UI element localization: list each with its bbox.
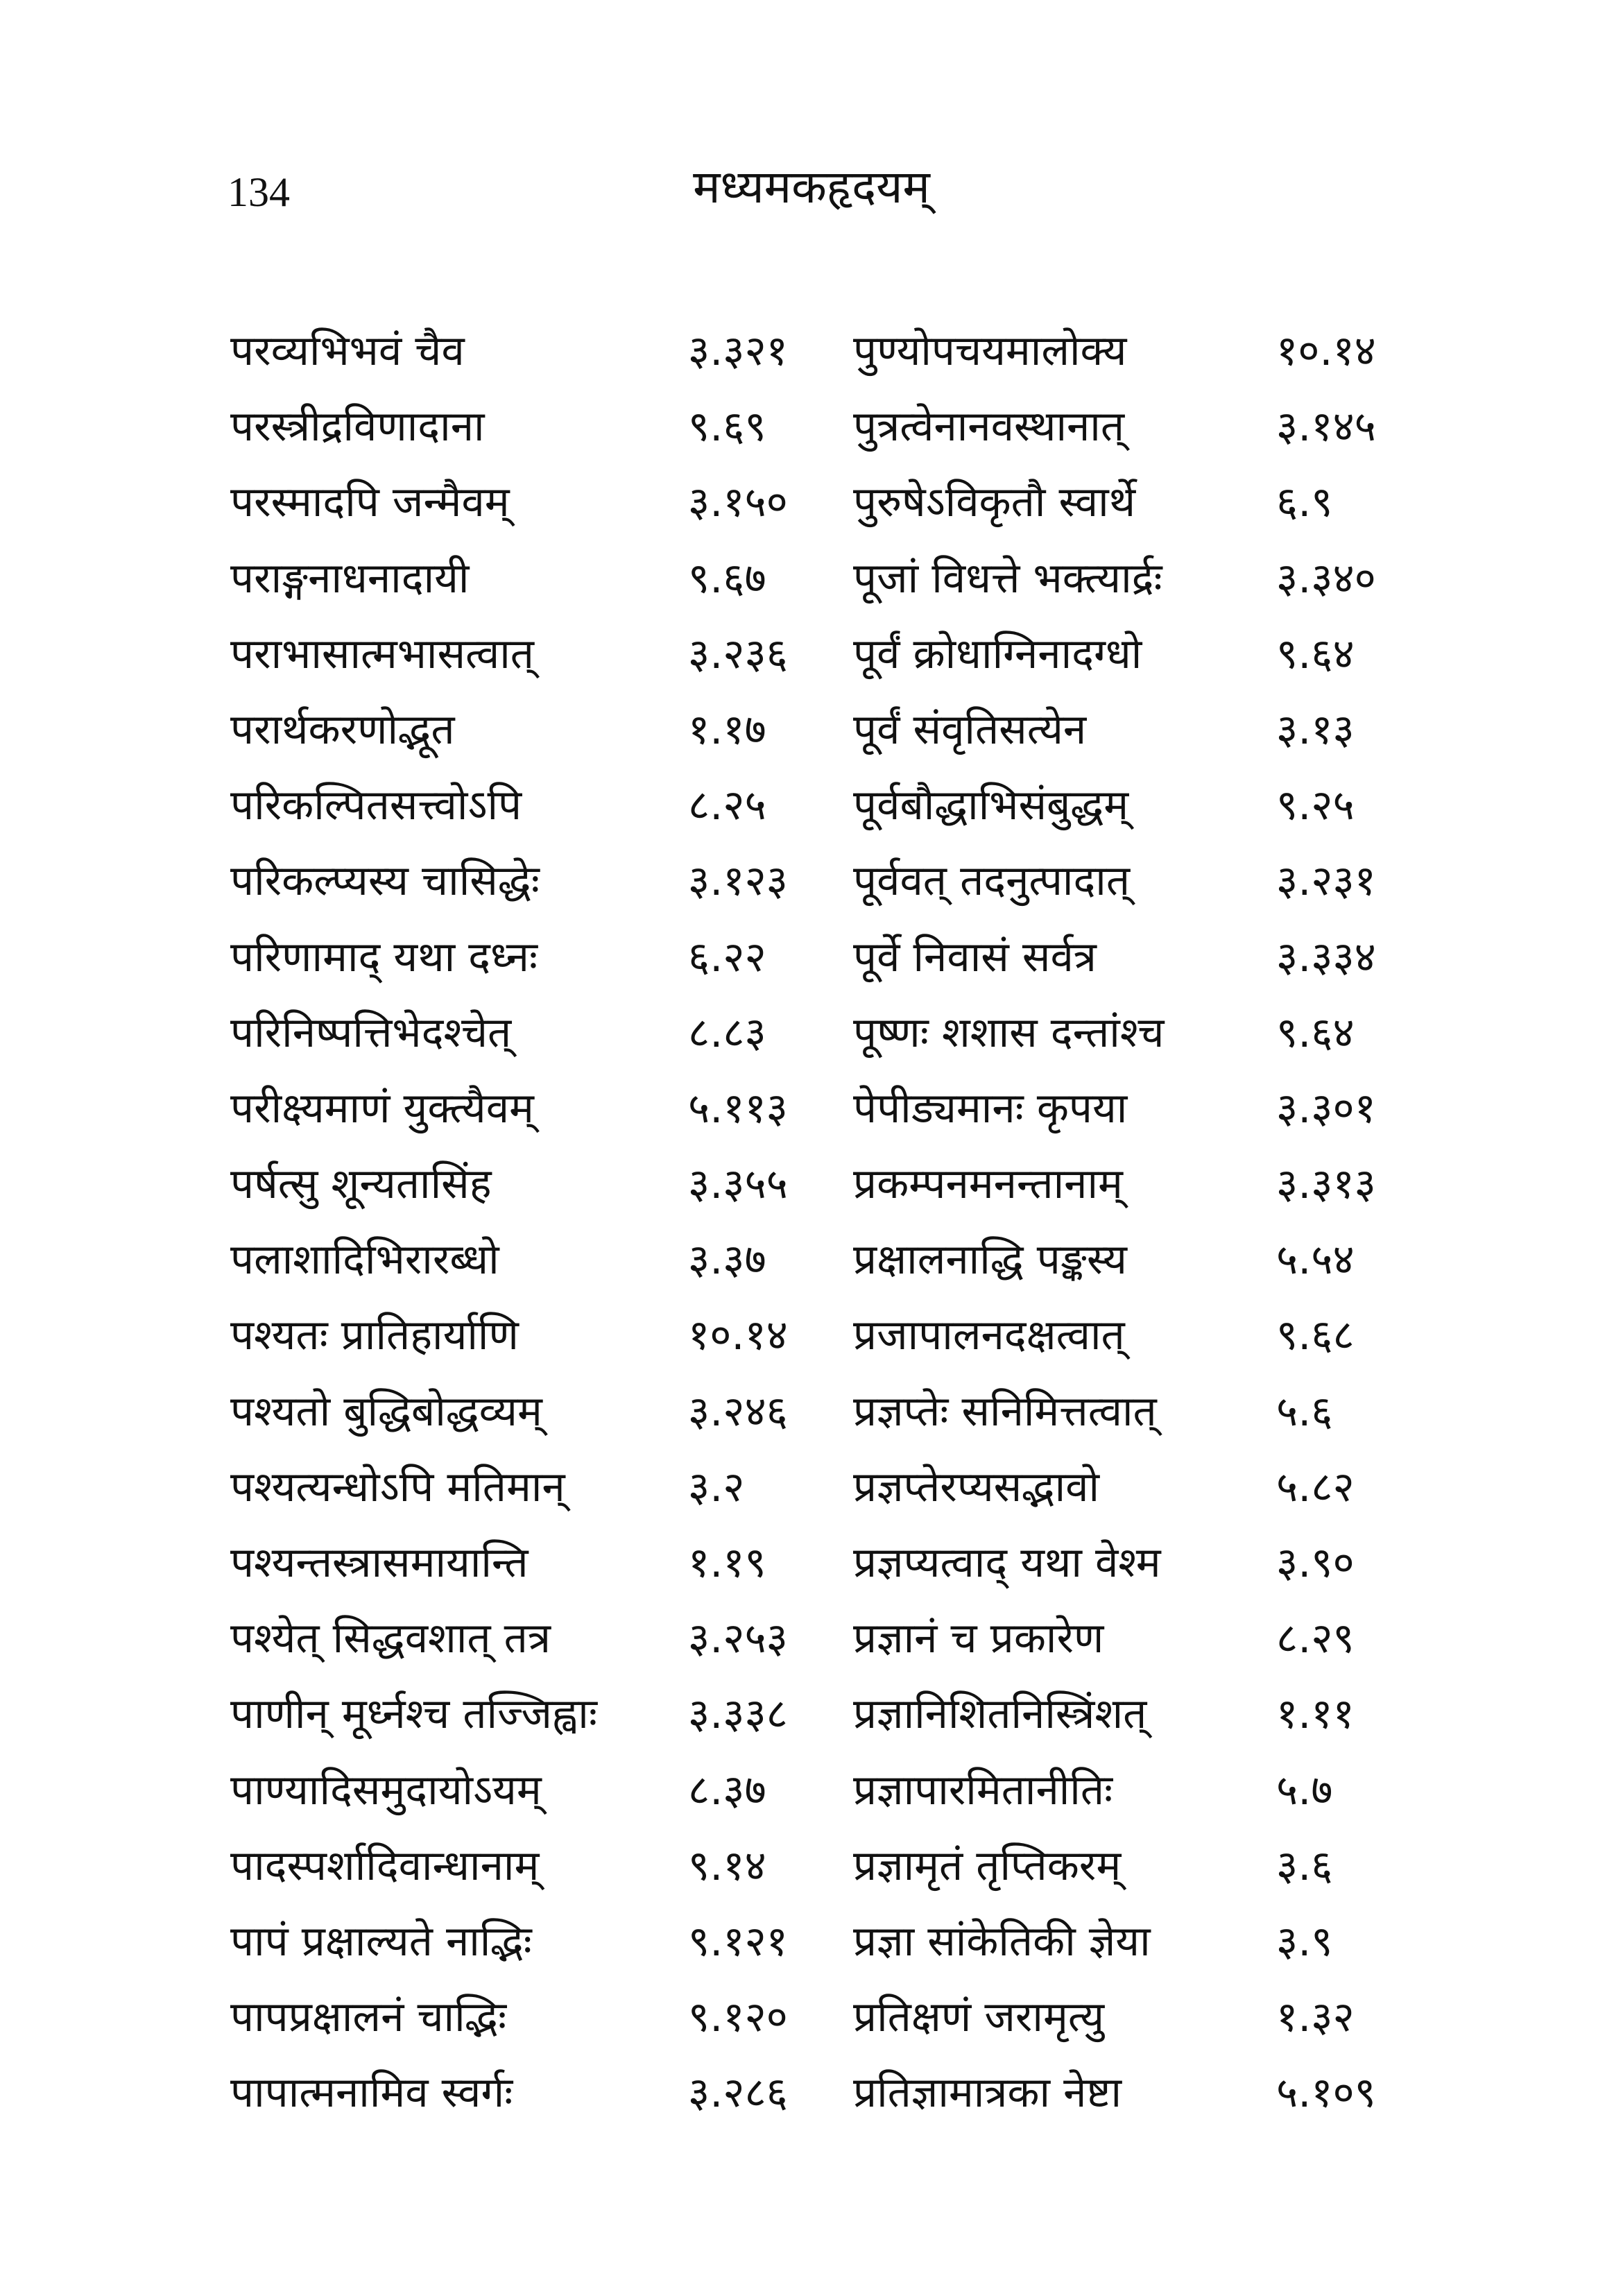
- left-verse-entry: परव्यभिभवं चैव: [230, 327, 465, 375]
- right-verse-entry: पूर्ववत् तदनुत्पादात्: [853, 857, 1131, 906]
- index-row: [230, 920, 1451, 995]
- right-verse-reference: ५.६: [1276, 1387, 1333, 1436]
- right-verse-reference: ५.५४: [1276, 1235, 1355, 1285]
- right-verse-reference: ३.३०१: [1276, 1083, 1376, 1133]
- index-row: [230, 1071, 1451, 1147]
- left-verse-entry: परार्थकरणोद्भूत: [230, 705, 455, 754]
- index-row: [230, 1450, 1451, 1525]
- index-row: [230, 541, 1451, 617]
- left-verse-reference: ९.१२१: [688, 1917, 788, 1966]
- left-verse-reference: ९.१२०: [688, 1993, 788, 2042]
- right-verse-reference: ९.६४: [1276, 1008, 1355, 1057]
- index-row: [230, 995, 1451, 1071]
- index-row: [230, 1222, 1451, 1298]
- right-verse-reference: ३.३३४: [1276, 932, 1376, 982]
- left-verse-entry: परिकल्पितसत्त्वोऽपि: [230, 781, 522, 830]
- right-verse-entry: प्रज्ञापारमितानीतिः: [853, 1765, 1113, 1815]
- right-verse-reference: ३.१४५: [1276, 402, 1376, 452]
- index-row: [230, 617, 1451, 692]
- left-verse-reference: १.१७: [688, 705, 766, 754]
- index-row: [230, 1601, 1451, 1677]
- right-verse-entry: प्रतिक्षणं जरामृत्यु: [853, 1993, 1105, 2042]
- index-row: [230, 1525, 1451, 1601]
- left-verse-entry: पश्येत् सिद्धवशात् तत्र: [230, 1614, 551, 1663]
- index-row: [230, 1904, 1451, 1980]
- index-row: [230, 314, 1451, 389]
- right-verse-entry: पुत्रत्वेनानवस्थानात्: [853, 402, 1125, 452]
- right-verse-reference: ३.१३: [1276, 705, 1355, 754]
- right-verse-entry: प्रज्ञामृतं तृप्तिकरम्: [853, 1841, 1122, 1890]
- left-verse-reference: ३.२५३: [688, 1614, 788, 1663]
- left-verse-entry: परीक्ष्यमाणं युक्त्यैवम्: [230, 1083, 534, 1133]
- right-verse-entry: प्रक्षालनाद्धि पङ्कस्य: [853, 1235, 1127, 1285]
- right-verse-entry: पुरुषेऽविकृतौ स्वार्थे: [853, 478, 1136, 527]
- left-verse-reference: ३.३५५: [688, 1160, 788, 1209]
- left-verse-entry: पश्यतः प्रातिहार्याणि: [230, 1311, 519, 1360]
- right-verse-reference: ५.१०९: [1276, 2068, 1376, 2118]
- index-row: [230, 1753, 1451, 1828]
- left-verse-entry: पादस्पर्शादिवान्धानाम्: [230, 1841, 540, 1890]
- left-verse-entry: पापात्मनामिव स्वर्गः: [230, 2068, 513, 2118]
- index-row: [230, 692, 1451, 768]
- right-verse-reference: ६.९: [1276, 478, 1333, 527]
- left-verse-reference: ३.२८६: [688, 2068, 788, 2118]
- right-verse-reference: ३.९०: [1276, 1539, 1355, 1587]
- right-verse-reference: ९.६४: [1276, 629, 1355, 678]
- right-verse-entry: पेपीड्यमानः कृपया: [853, 1083, 1128, 1133]
- left-verse-reference: ३.१५०: [688, 478, 788, 527]
- index-row: [230, 389, 1451, 465]
- left-verse-reference: १०.१४: [688, 1311, 788, 1360]
- right-verse-entry: प्रजापालनदक्षत्वात्: [853, 1311, 1125, 1360]
- left-verse-entry: पर्षत्सु शून्यतासिंह: [230, 1160, 492, 1209]
- left-verse-reference: ५.११३: [688, 1083, 788, 1133]
- verse-index-table: [230, 314, 1451, 2132]
- left-verse-entry: पलाशादिभिरारब्धो: [230, 1235, 499, 1285]
- right-verse-reference: ३.६: [1276, 1841, 1333, 1890]
- left-verse-entry: पराभासात्मभासत्वात्: [230, 629, 534, 678]
- index-row: [230, 1677, 1451, 1752]
- right-verse-entry: प्रज्ञानिशितनिस्त्रिंशत्: [853, 1690, 1147, 1739]
- left-verse-reference: १.१९: [688, 1539, 766, 1587]
- index-row: [230, 1147, 1451, 1222]
- left-verse-reference: ३.२३६: [688, 629, 788, 678]
- index-row: [230, 768, 1451, 843]
- right-verse-reference: ३.३४०: [1276, 554, 1376, 603]
- left-verse-entry: पापं प्रक्षाल्यते नाद्भिः: [230, 1917, 532, 1966]
- running-title: मध्यमकहृदयम्: [693, 160, 930, 214]
- left-verse-entry: पाणीन् मूर्ध्नश्च तज्जिह्वाः: [230, 1690, 597, 1739]
- right-verse-entry: प्रज्ञप्तेः सनिमित्तत्वात्: [853, 1387, 1157, 1436]
- right-verse-reference: ५.७: [1276, 1765, 1333, 1815]
- page-number: 134: [227, 169, 290, 215]
- right-verse-reference: ५.८२: [1276, 1462, 1355, 1511]
- index-row: [230, 1374, 1451, 1450]
- index-row: [230, 1828, 1451, 1904]
- left-verse-entry: पाण्यादिसमुदायोऽयम्: [230, 1765, 542, 1815]
- right-verse-reference: ९.२५: [1276, 781, 1355, 830]
- left-verse-entry: परिणामाद् यथा दध्नः: [230, 932, 538, 982]
- left-verse-entry: परिकल्प्यस्य चासिद्धेः: [230, 857, 540, 906]
- left-verse-reference: ९.६९: [688, 402, 766, 452]
- right-verse-entry: प्रकम्पनमनन्तानाम्: [853, 1160, 1123, 1209]
- left-verse-reference: ३.२: [688, 1462, 745, 1511]
- left-verse-entry: परस्मादपि जन्मैवम्: [230, 478, 510, 527]
- right-verse-reference: १.११: [1276, 1690, 1355, 1739]
- right-verse-reference: ९.६८: [1276, 1311, 1355, 1360]
- left-verse-reference: ३.३७: [688, 1235, 766, 1285]
- index-row: [230, 465, 1451, 540]
- left-verse-entry: परस्त्रीद्रविणादाना: [230, 402, 485, 452]
- left-verse-entry: परिनिष्पत्तिभेदश्चेत्: [230, 1008, 512, 1057]
- index-row: [230, 1980, 1451, 2055]
- left-verse-reference: ९.१४: [688, 1841, 766, 1890]
- right-verse-reference: १०.१४: [1276, 327, 1376, 375]
- left-verse-entry: पश्यन्तस्त्रासमायान्ति: [230, 1539, 529, 1587]
- left-verse-reference: ६.२२: [688, 932, 766, 982]
- left-verse-entry: पश्यतो बुद्धिबोद्धव्यम्: [230, 1387, 542, 1436]
- left-verse-reference: ३.३२१: [688, 327, 788, 375]
- right-verse-entry: पूर्वबौद्धाभिसंबुद्धम्: [853, 781, 1129, 830]
- right-verse-entry: प्रज्ञप्तेरप्यसद्भावो: [853, 1462, 1100, 1511]
- left-verse-reference: ८.८३: [688, 1008, 766, 1057]
- right-verse-reference: ३.९: [1276, 1917, 1333, 1966]
- left-verse-reference: ९.६७: [688, 554, 766, 603]
- left-verse-entry: पराङ्गनाधनादायी: [230, 554, 470, 603]
- right-verse-entry: पुण्योपचयमालोक्य: [853, 327, 1127, 375]
- right-verse-entry: पूर्वे निवासं सर्वत्र: [853, 932, 1097, 982]
- left-verse-reference: ३.३३८: [688, 1690, 788, 1739]
- right-verse-entry: पूर्वं क्रोधाग्निनादग्धो: [853, 629, 1142, 678]
- index-row: [230, 2055, 1451, 2131]
- left-verse-reference: ३.२४६: [688, 1387, 788, 1436]
- left-verse-reference: ८.२५: [688, 781, 766, 830]
- right-verse-reference: ८.२९: [1276, 1614, 1355, 1663]
- right-verse-entry: पूर्वं संवृतिसत्येन: [853, 705, 1087, 754]
- right-verse-reference: १.३२: [1276, 1993, 1355, 2042]
- left-verse-entry: पापप्रक्षालनं चाद्भिः: [230, 1993, 507, 2042]
- index-row: [230, 1298, 1451, 1373]
- right-verse-entry: प्रज्ञप्यत्वाद् यथा वेश्म: [853, 1539, 1161, 1587]
- right-verse-entry: पूजां विधत्ते भक्त्यार्द्रः: [853, 554, 1162, 603]
- right-verse-entry: पूष्णः शशास दन्तांश्च: [853, 1008, 1165, 1057]
- left-verse-reference: ३.१२३: [688, 857, 788, 906]
- right-verse-entry: प्रतिज्ञामात्रका नेष्टा: [853, 2068, 1122, 2118]
- right-verse-entry: प्रज्ञा सांकेतिकी ज्ञेया: [853, 1917, 1151, 1966]
- left-verse-entry: पश्यत्यन्धोऽपि मतिमान्: [230, 1462, 565, 1511]
- right-verse-reference: ३.३१३: [1276, 1160, 1376, 1209]
- right-verse-reference: ३.२३१: [1276, 857, 1376, 906]
- index-row: [230, 843, 1451, 919]
- left-verse-reference: ८.३७: [688, 1765, 766, 1815]
- right-verse-entry: प्रज्ञानं च प्रकारेण: [853, 1614, 1104, 1663]
